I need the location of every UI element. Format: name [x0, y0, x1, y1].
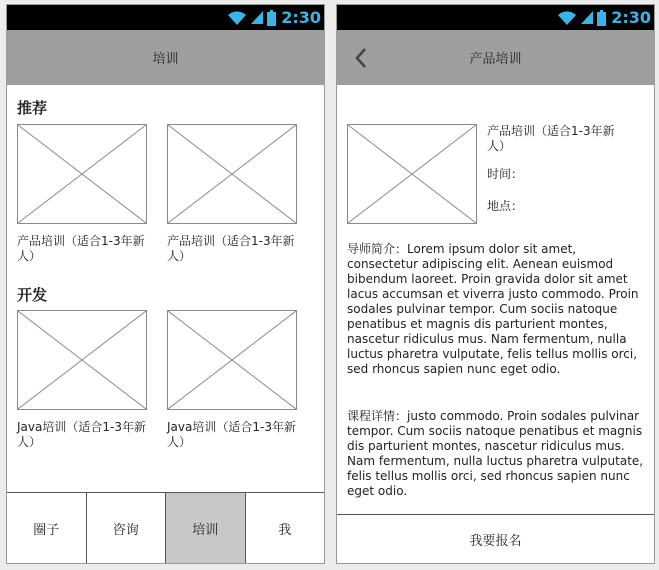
course-name: 产品培训（适合1-3年新人）	[487, 124, 615, 153]
section-title-recommend: 推荐	[17, 99, 48, 117]
wifi-icon	[557, 10, 577, 26]
image-placeholder-icon	[18, 125, 146, 223]
image-placeholder-icon	[168, 311, 296, 409]
title-bar	[7, 30, 324, 85]
page-title: 培训	[152, 52, 179, 67]
title-bar	[337, 30, 654, 85]
course-detail: 课程详情：justo commodo. Proin sodales pulvinar tempor. Cum sociis natoque penatibus et magnis dis parturient montes, nascetur ridiculus mus. Nam fermentum, nulla luctus pharetra vulputate, felis tellus mollis orci, sed rhoncus sapien nunc eget odio.	[347, 409, 644, 498]
course-image	[347, 124, 477, 224]
bottom-tab-bar	[7, 492, 324, 563]
status-time: 2:30	[281, 8, 321, 27]
image-placeholder-icon	[18, 311, 146, 409]
course-card-image[interactable]	[167, 124, 297, 224]
course-card-caption[interactable]: Java培训（适合1-3年新人）	[17, 420, 146, 449]
course-card-image[interactable]	[167, 310, 297, 410]
course-card-image[interactable]	[17, 124, 147, 224]
place-label: 地点：	[487, 199, 524, 213]
wifi-icon	[227, 10, 247, 26]
training-list-screen	[6, 4, 325, 564]
chevron-left-icon	[354, 47, 368, 69]
course-card-caption[interactable]: 产品培训（适合1-3年新人）	[17, 234, 145, 263]
signup-button[interactable]: 我要报名	[337, 514, 654, 563]
battery-icon	[267, 10, 276, 26]
course-card-image[interactable]	[17, 310, 147, 410]
section-title-dev: 开发	[17, 286, 48, 304]
tab-circle[interactable]: 圈子	[7, 493, 87, 563]
course-card-caption[interactable]: 产品培训（适合1-3年新人）	[167, 234, 295, 263]
battery-icon	[597, 10, 606, 26]
status-time: 2:30	[611, 8, 651, 27]
status-bar	[7, 5, 324, 30]
course-detail-screen	[336, 4, 655, 564]
tab-training[interactable]: 培训	[166, 493, 246, 563]
signal-icon	[250, 10, 264, 25]
image-placeholder-icon	[348, 125, 476, 223]
signal-icon	[580, 10, 594, 25]
mentor-intro: 导师简介：Lorem ipsum dolor sit amet, consectetur adipiscing elit. Aenean euismod bibendum laoreet. Proin gravida dolor sit amet lacus accumsan et viverra justo commodo. Proin sodales pulvinar tempor. Cum sociis natoque penatibus et magnis dis parturient montes, nascetur ridiculus mus. Nam fermentum, nulla luctus pharetra vulputate, felis tellus mollis orci, sed rhoncus sapien nunc eget odio.	[347, 242, 639, 376]
status-bar	[337, 5, 654, 30]
page-title: 产品培训	[469, 52, 522, 67]
course-card-caption[interactable]: Java培训（适合1-3年新人）	[167, 420, 296, 449]
time-label: 时间：	[487, 167, 524, 181]
image-placeholder-icon	[168, 125, 296, 223]
tab-consult[interactable]: 咨询	[87, 493, 167, 563]
tab-me[interactable]: 我	[278, 522, 292, 538]
back-button[interactable]	[347, 44, 375, 72]
